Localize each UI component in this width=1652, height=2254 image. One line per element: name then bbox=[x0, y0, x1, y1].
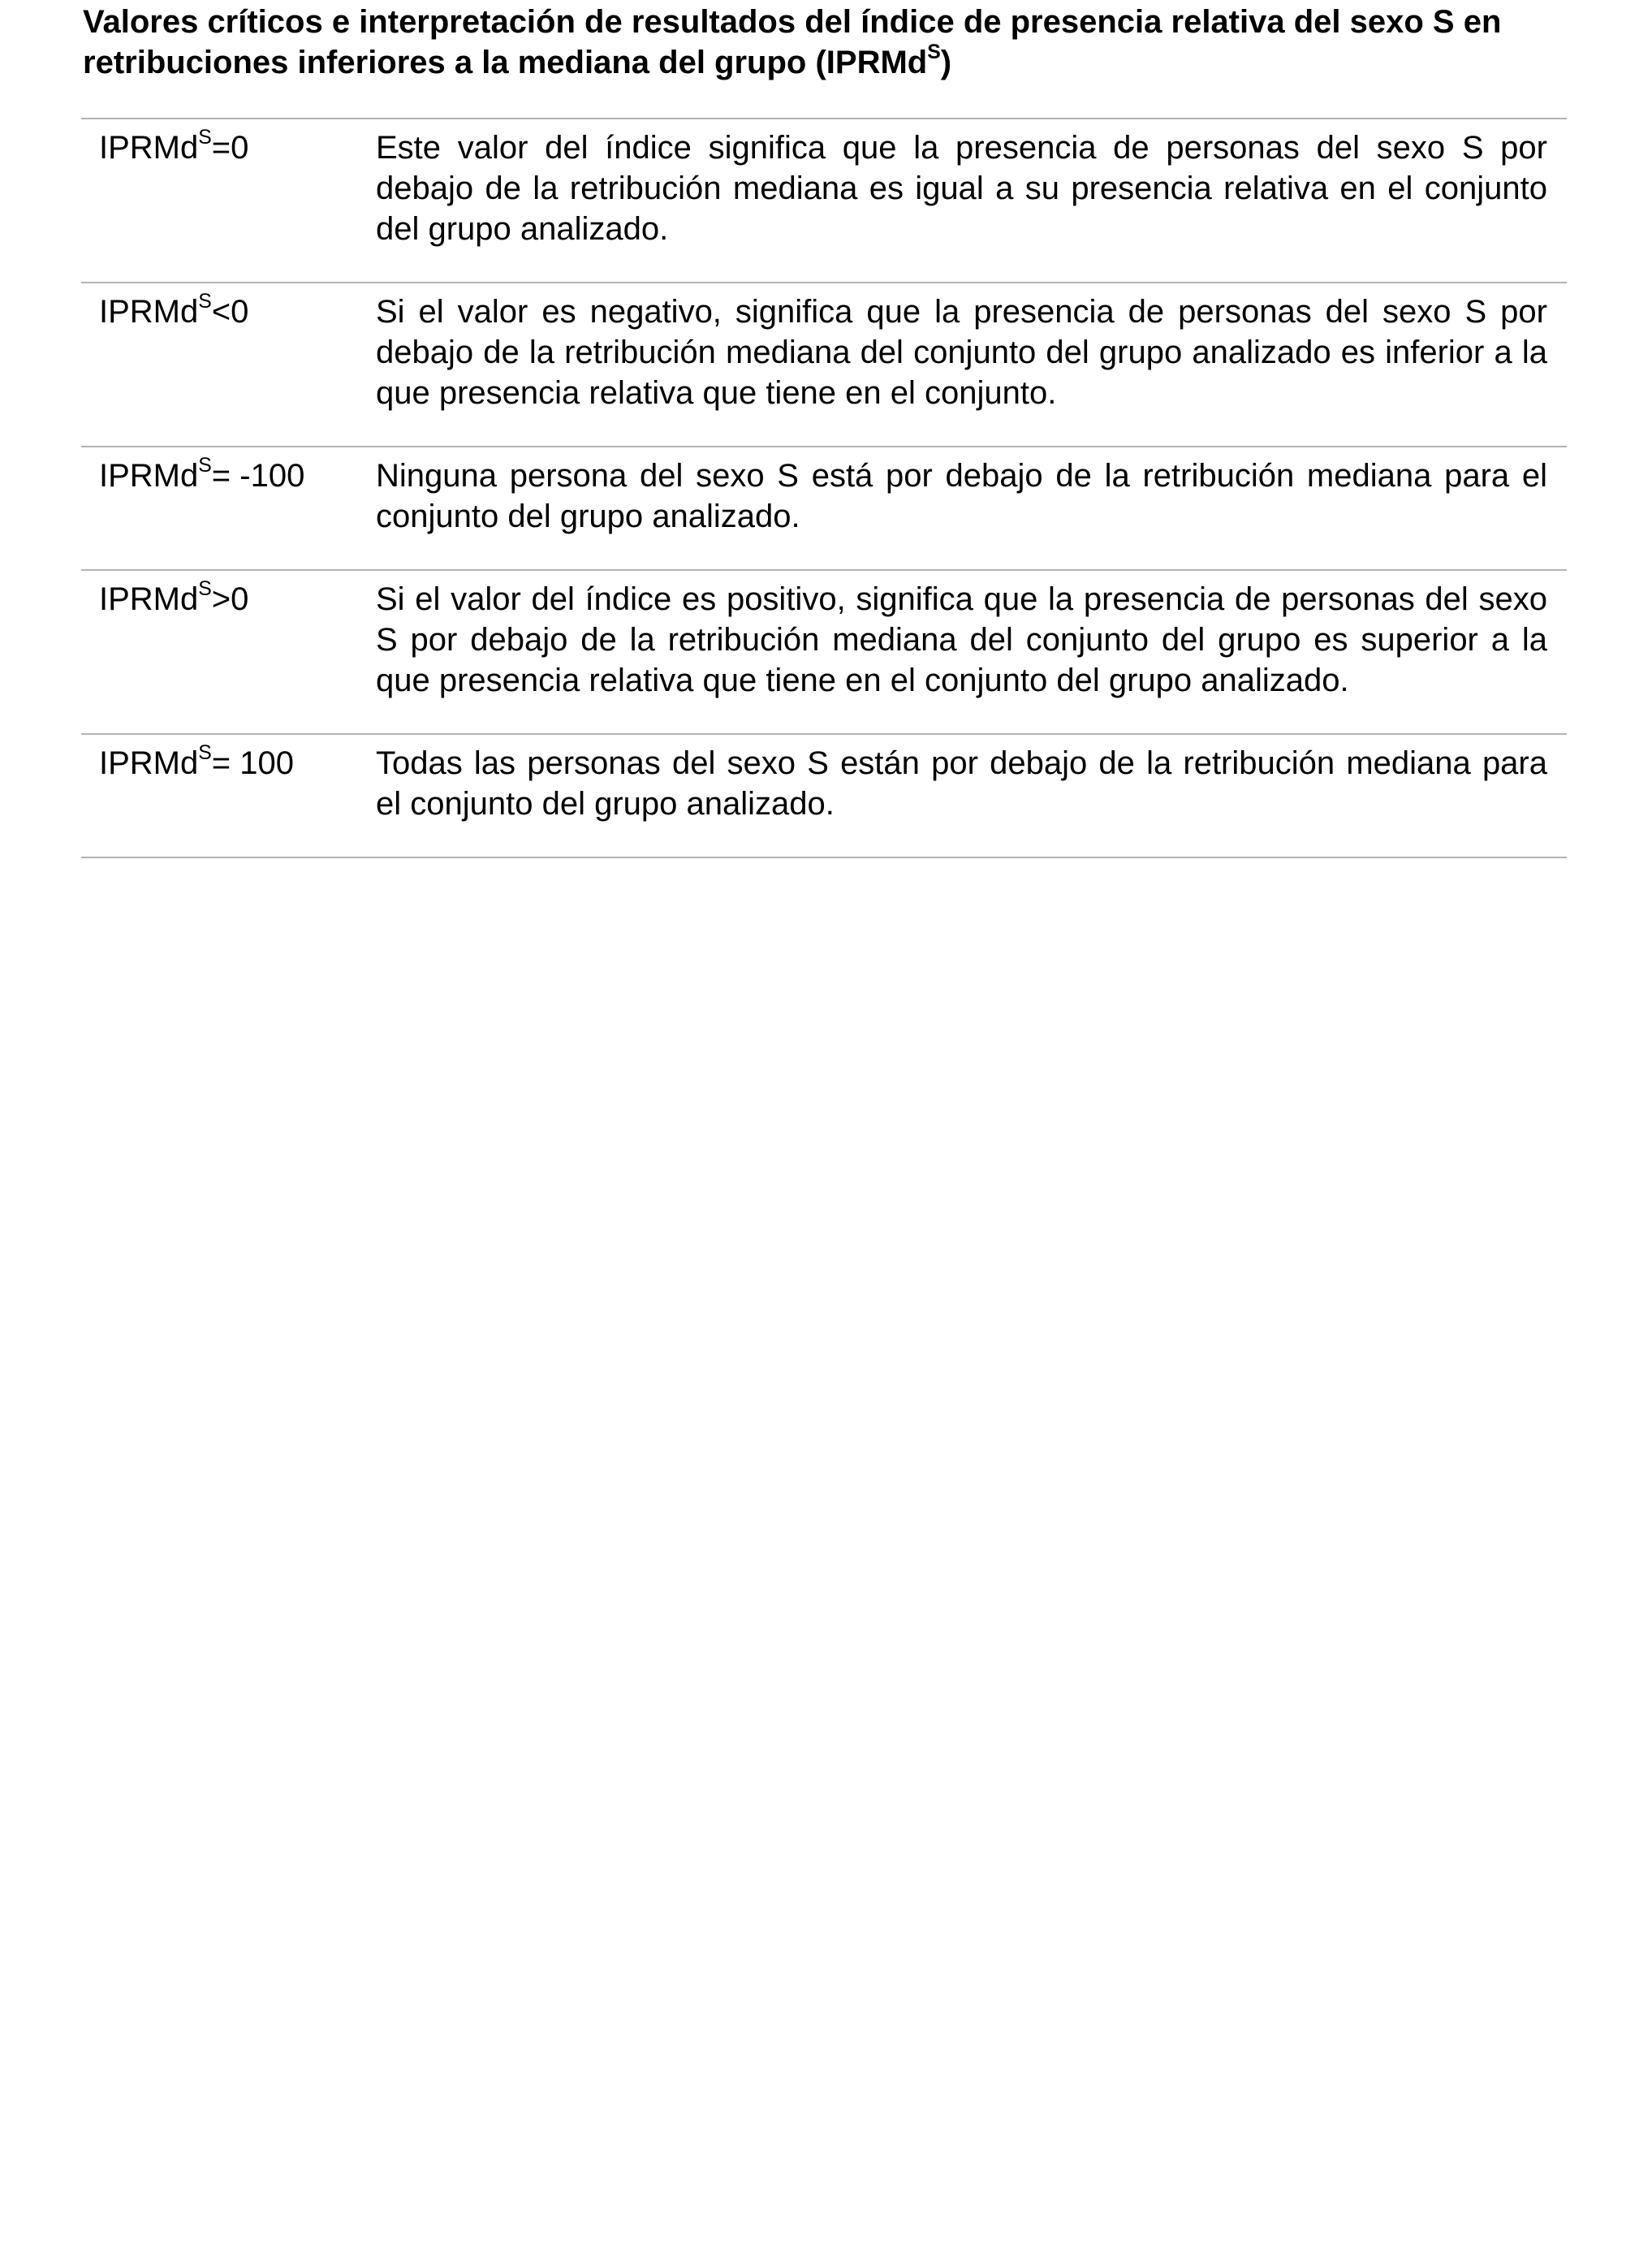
table-row bbox=[81, 119, 1567, 283]
table-row bbox=[81, 283, 1567, 447]
table-row bbox=[81, 447, 1567, 571]
title-text: Valores críticos e interpretación de resultados del índice de presencia relativa del sexo S en retribuciones inferiores a la mediana del grupo (IPRMd bbox=[83, 4, 1502, 80]
interpretation-cell: Este valor del índice significa que la presencia de personas del sexo S por debajo de la retribución mediana es igual a su presencia relativa en el conjunto del grupo analizado. bbox=[376, 130, 1547, 247]
index-superscript: S bbox=[198, 290, 212, 313]
interpretation-cell: Ninguna persona del sexo S está por debajo de la retribución mediana para el conjunto del grupo analizado. bbox=[376, 458, 1547, 534]
index-condition: = 100 bbox=[211, 745, 295, 781]
index-superscript: S bbox=[198, 741, 212, 764]
index-condition: =0 bbox=[211, 130, 249, 166]
title-closing: ) bbox=[940, 45, 952, 80]
index-value-cell bbox=[81, 291, 376, 413]
index-code: IPRMd bbox=[99, 294, 199, 330]
interpretation-cell: Todas las personas del sexo S están por debajo de la retribución mediana para el conjunto del grupo analizado. bbox=[376, 745, 1547, 822]
index-value-cell bbox=[81, 579, 376, 701]
index-superscript: S bbox=[198, 126, 212, 149]
index-value-cell bbox=[81, 456, 376, 537]
index-code: IPRMd bbox=[99, 458, 199, 494]
interpretation-cell: Si el valor del índice es positivo, significa que la presencia de personas del sexo S por debajo de la retribución mediana del conjunto del grupo es superior a la que presencia relativa que tiene en el conjunto del grupo analizado. bbox=[376, 581, 1547, 698]
index-superscript: S bbox=[198, 454, 212, 477]
title-superscript: S bbox=[927, 41, 941, 63]
table-row bbox=[81, 571, 1567, 735]
index-superscript: S bbox=[198, 577, 212, 600]
critical-values-table bbox=[81, 118, 1567, 858]
index-code: IPRMd bbox=[99, 130, 199, 166]
index-condition: = -100 bbox=[211, 458, 305, 494]
index-condition: >0 bbox=[211, 581, 249, 617]
index-condition: <0 bbox=[211, 294, 249, 330]
interpretation-cell: Si el valor es negativo, significa que la presencia de personas del sexo S por debajo de la retribución mediana del conjunto del grupo analizado es inferior a la que presencia relativa que tiene en el conjunto. bbox=[376, 294, 1547, 411]
index-code: IPRMd bbox=[99, 745, 199, 781]
page-title bbox=[83, 2, 1568, 83]
index-value-cell bbox=[81, 743, 376, 824]
table-row bbox=[81, 735, 1567, 858]
index-code: IPRMd bbox=[99, 581, 199, 617]
index-value-cell bbox=[81, 127, 376, 249]
